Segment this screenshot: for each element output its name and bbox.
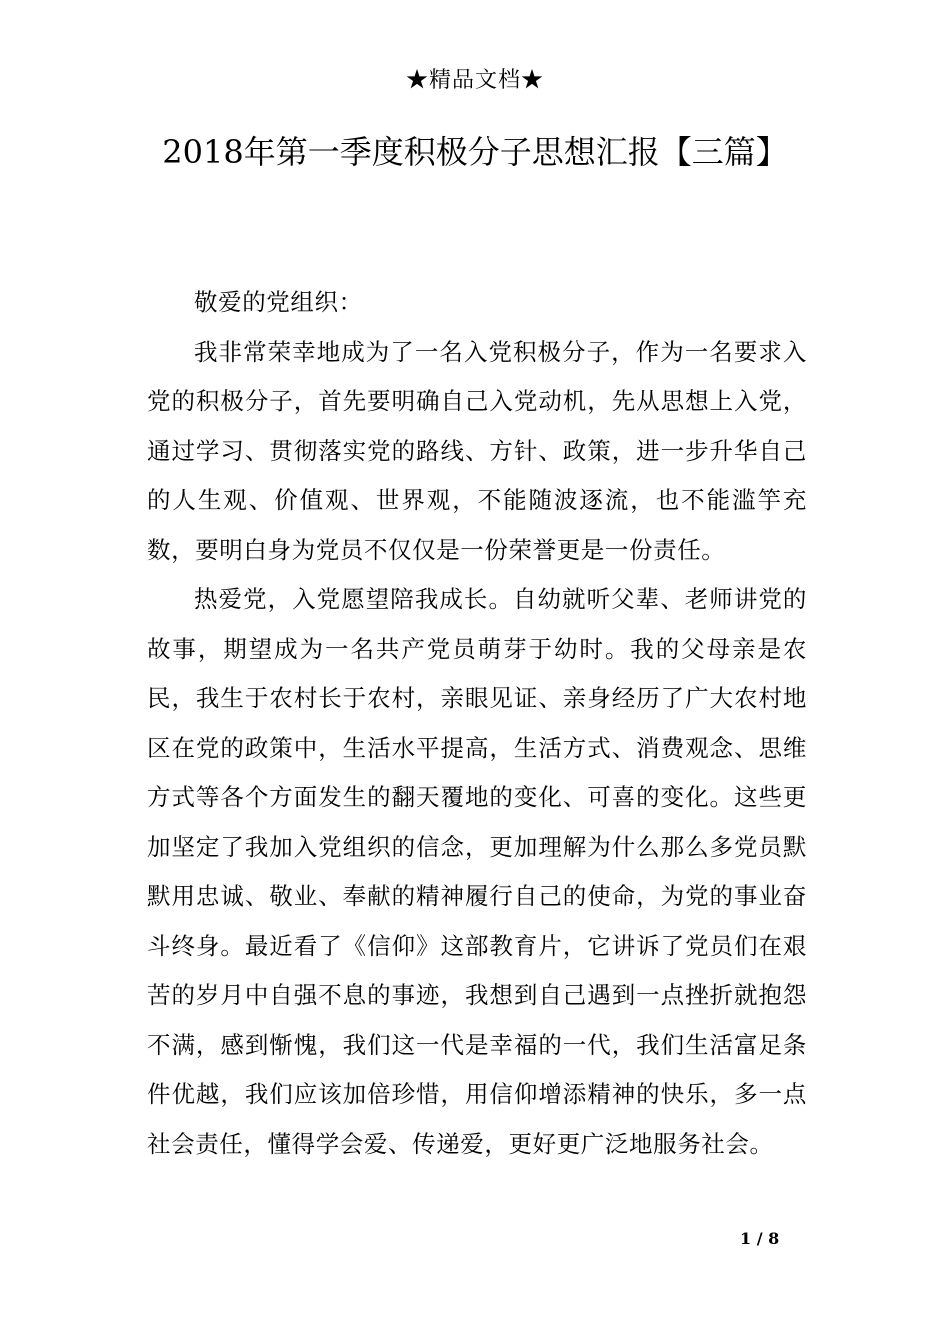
paragraph-1: 我非常荣幸地成为了一名入党积极分子，作为一名要求入党的积极分子，首先要明确自己入党动机，先从思想上入党，通过学习、贯彻落实党的路线、方针、政策，进一步升华自己的人生观、价值观、世界观，不能随波逐流，也不能滥竽充数，要明白身为党员不仅仅是一份荣誉更是一份责任。: [147, 337, 807, 564]
paragraph-2: 热爱党，入党愿望陪我成长。自幼就听父辈、老师讲党的故事，期望成为一名共产党员萌芽于幼时。我的父母亲是农民，我生于农村长于农村，亲眼见证、亲身经历了广大农村地区在党的政策中，生活水平提高，生活方式、消费观念、思维方式等各个方面发生的翻天覆地的变化、可喜的变化。这些更加坚定了我加入党组织的信念，更加理解为什么那么多党员默默用忠诚、敬业、奉献的精神履行自己的使命，为党的事业奋斗终身。最近看了《信仰》这部教育片，它讲诉了党员们在艰苦的岁月中自强不息的事迹，我想到自己遇到一点挫折就抱怨不满，感到惭愧，我们这一代是幸福的一代，我们生活富足条件优越，我们应该加倍珍惜，用信仰增添精神的快乐，多一点社会责任，懂得学会爱、传递爱，更好更广泛地服务社会。: [147, 585, 807, 1158]
page-header: ★精品文档★: [405, 68, 544, 93]
document-title: 2018年第一季度积极分子思想汇报【三篇】: [162, 133, 788, 171]
document-body: [147, 278, 807, 1169]
page-number: 1 / 8: [740, 1229, 780, 1248]
salutation: 敬爱的党组织：: [194, 288, 363, 316]
